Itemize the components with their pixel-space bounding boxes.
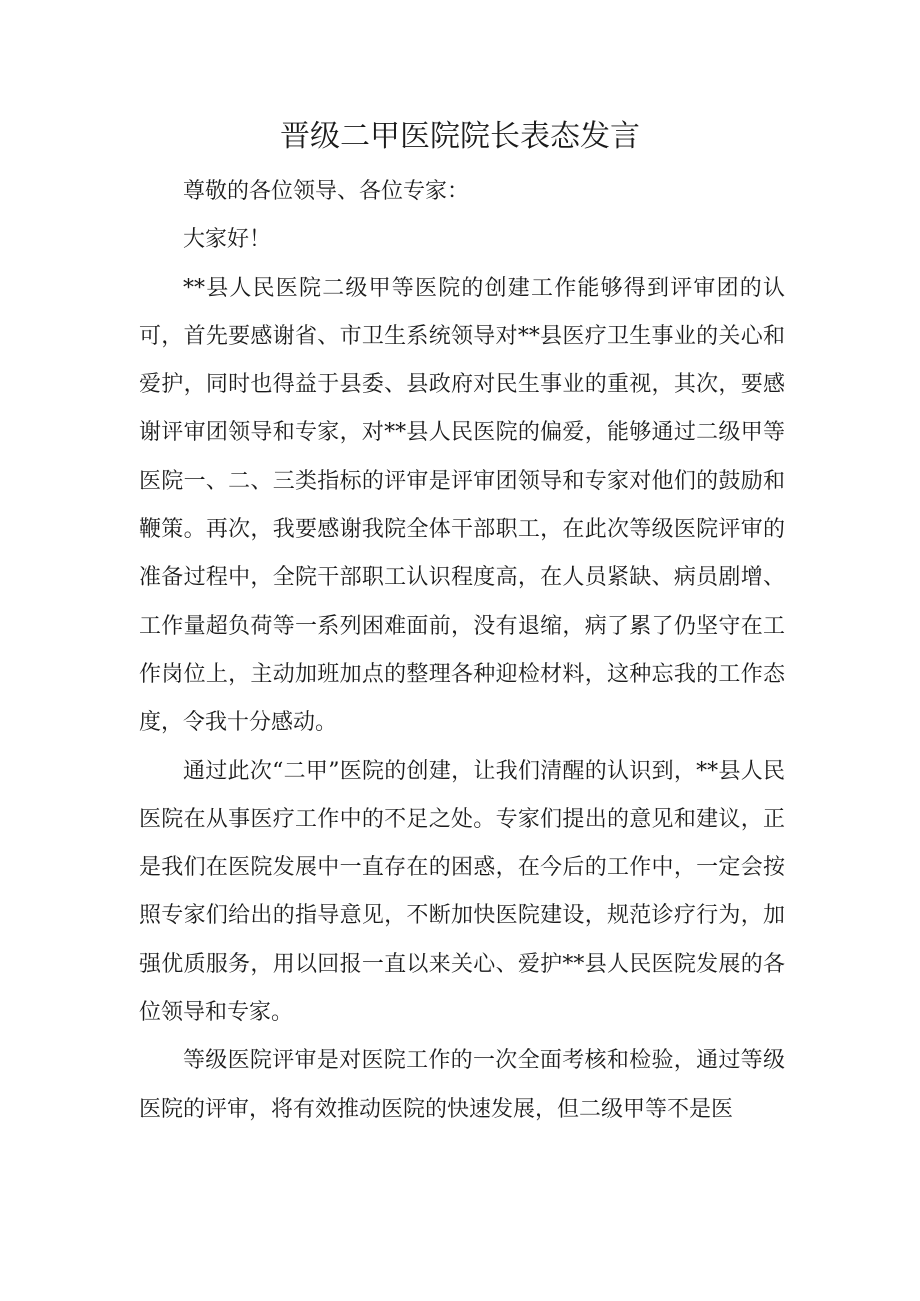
paragraph-evaluation: 等级医院评审是对医院工作的一次全面考核和检验，通过等级医院的评审，将有效推动医院的快速发展，但二级甲等不是医 [139, 1048, 785, 1122]
document-body [139, 168, 785, 1134]
greeting: 大家好！ [183, 227, 272, 253]
salutation: 尊敬的各位领导、各位专家： [183, 179, 470, 204]
paragraph-thanks: **县人民医院二级甲等医院的创建工作能够得到评审团的认可，首先要感谢省、市卫生系统领导对**县医疗卫生事业的关心和爱护，同时也得益于县委、县政府对民生事业的重视，其次，要感谢评审团领导和专家，对**县人民医院的偏爱，能够通过二级甲等医院一、二、三类指标的评审是评审团领导和专家对他们的鼓励和鞭策。再次，我要感谢我院全体干部职工，在此次等级医院评审的准备过程中，全院干部职工认识程度高，在人员紧缺、病员剧增、工作量超负荷等一系列困难面前，没有退缩，病了累了仍坚守在工作岗位上，主动加班加点的整理各种迎检材料，这种忘我的工作态度，令我十分感动。 [139, 275, 785, 736]
paragraph-reflection: 通过此次“二甲”医院的创建，让我们清醒的认识到，**县人民医院在从事医疗工作中的不足之处。专家们提出的意见和建议，正是我们在医院发展中一直存在的困惑，在今后的工作中，一定会按照专家们给出的指导意见，不断加快医院建设，规范诊疗行为，加强优质服务，用以回报一直以来关心、爱护**县人民医院发展的各位领导和专家。 [139, 758, 785, 1026]
document-title: 晋级二甲医院院长表态发言 [280, 119, 640, 154]
